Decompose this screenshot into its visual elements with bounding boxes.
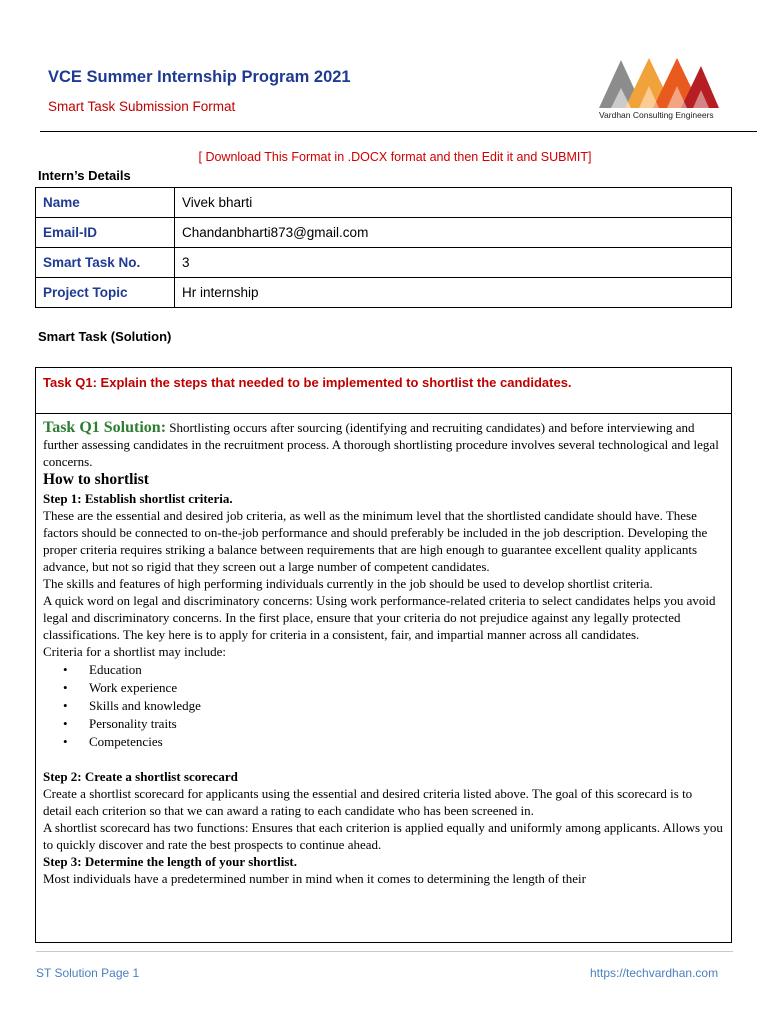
download-note: [ Download This Format in .DOCX format and then Edit it and SUBMIT] — [198, 150, 592, 164]
logo-caption: Vardhan Consulting Engineers — [599, 110, 714, 120]
step-1-heading: Step 1: Establish shortlist criteria. — [43, 491, 233, 506]
email-label: Email-ID — [36, 218, 175, 248]
task-answer — [36, 414, 731, 887]
step-2-paragraph: A shortlist scorecard has two functions: Ensures that each criterion is applied equally and uniformly among applicants. Allows you to quickly discover and rate the best prospects to continue ahead. — [43, 820, 723, 852]
name-value: Vivek bharti — [175, 188, 732, 218]
footer-website-link[interactable]: https://techvardhan.com — [590, 966, 719, 980]
task-number-label: Smart Task No. — [36, 248, 175, 278]
table-row — [36, 188, 732, 218]
smart-task-solution-heading: Smart Task (Solution) — [38, 329, 172, 344]
footer-divider — [36, 951, 733, 952]
list-item: • Skills and knowledge — [63, 697, 724, 715]
solution-intro-text: Shortlisting occurs after sourcing (identifying and recruiting candidates) and before interviewing and further assessing candidates in the recruitment process. A thorough shortlisting procedure involves several technological and legal concerns. — [43, 420, 719, 469]
spacer — [43, 751, 724, 768]
intern-details-table — [35, 187, 732, 308]
list-item: • Competencies — [63, 733, 724, 751]
interns-details-heading: Intern’s Details — [38, 168, 131, 183]
table-row — [36, 218, 732, 248]
step-2-heading: Step 2: Create a shortlist scorecard — [43, 769, 238, 784]
step-1-paragraph: These are the essential and desired job criteria, as well as the minimum level that the shortlisted candidate should have. These factors should be connected to on-the-job performance and should preferably be included in the job description. Developing the proper criteria requires striking a balance between requirements that are high enough to guarantee excellent quality applicants advance, but not so rigid that they screen out a large number of competent candidates. — [43, 508, 708, 574]
page-title: VCE Summer Internship Program 2021 — [48, 68, 351, 86]
project-topic-value: Hr internship — [175, 278, 732, 308]
how-to-shortlist-heading: How to shortlist — [43, 471, 149, 488]
project-topic-label: Project Topic — [36, 278, 175, 308]
task-solution-box — [35, 367, 732, 943]
list-item: • Personality traits — [63, 715, 724, 733]
task-question: Task Q1: Explain the steps that needed to be implemented to shortlist the candidates. — [36, 368, 731, 414]
list-item: • Work experience — [63, 679, 724, 697]
footer-page-label: ST Solution Page 1 — [36, 966, 140, 980]
criteria-list — [63, 661, 724, 751]
criteria-intro: Criteria for a shortlist may include: — [43, 644, 227, 659]
table-row — [36, 248, 732, 278]
email-value: Chandanbharti873@gmail.com — [175, 218, 732, 248]
header-divider — [40, 131, 757, 132]
list-item: • Education — [63, 661, 724, 679]
step-2-paragraph: Create a shortlist scorecard for applicants using the essential and desired criteria listed above. The goal of this scorecard is to detail each criterion so that we can award a rating to each candidate who has been screened in. — [43, 786, 693, 818]
table-row — [36, 278, 732, 308]
task-number-value: 3 — [175, 248, 732, 278]
step-1-paragraph: A quick word on legal and discriminatory concerns: Using work performance-related criteria to select candidates helps you avoid legal and discriminatory concerns. In the first place, ensure that your criteria do not prejudice against any legally protected classifications. The key here is to apply for criteria in a consistent, fair, and impartial manner across all candidates. — [43, 593, 716, 642]
step-1-paragraph: The skills and features of high performing individuals currently in the job should be used to develop shortlist criteria. — [43, 576, 653, 591]
solution-label: Task Q1 Solution: — [43, 419, 167, 436]
page-subtitle: Smart Task Submission Format — [48, 99, 236, 114]
solution-intro — [43, 419, 724, 470]
step-3-heading: Step 3: Determine the length of your shortlist. — [43, 854, 297, 869]
name-label: Name — [36, 188, 175, 218]
step-3-paragraph: Most individuals have a predetermined number in mind when it comes to determining the length of their — [43, 871, 586, 886]
